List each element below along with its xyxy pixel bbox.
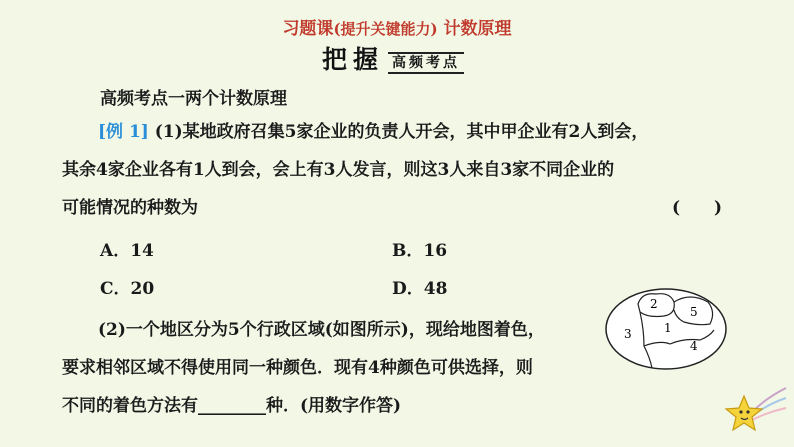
banner-big-text: 把握 — [322, 45, 385, 74]
q1-line1-text: (1)某地政府召集5家企业的负责人开会，其中甲企业有2人到会， — [154, 122, 649, 142]
title-left: 习题课 — [282, 19, 334, 39]
option-a-label: A． — [100, 241, 131, 261]
map-label-4: 4 — [690, 339, 698, 353]
q2-line1: (2)一个地区分为5个行政区域(如图所示)，现给地图着色， — [98, 320, 545, 340]
map-label-2: 2 — [650, 297, 658, 311]
option-d-label: D． — [392, 279, 424, 299]
q2-line2: 要求相邻区域不得使用同一种颜色．现有4种颜色可供选择，则 — [62, 358, 533, 378]
region-map-diagram — [604, 286, 730, 372]
option-a-value: 14 — [130, 241, 154, 261]
star-decoration-icon — [722, 382, 788, 442]
option-b-label: B． — [392, 241, 424, 261]
title-right: 计数原理 — [437, 19, 512, 39]
option-b — [392, 236, 447, 261]
option-d — [392, 274, 447, 299]
option-d-value: 48 — [423, 279, 448, 299]
banner-small-text: 高频考点 — [388, 52, 464, 74]
option-c-label: C． — [100, 279, 131, 299]
q1-line3: 可能情况的种数为 — [62, 198, 198, 218]
option-c-value: 20 — [130, 279, 155, 299]
q1-line1 — [98, 114, 648, 150]
map-label-5: 5 — [690, 305, 698, 319]
section-heading: 高频考点一两个计数原理 — [100, 89, 287, 109]
option-a — [100, 236, 154, 261]
q1-line2: 其余4家企业各有1人到会，会上有3人发言，则这3人来自3家不同企业的 — [62, 160, 615, 180]
option-c — [100, 274, 154, 299]
map-label-1: 1 — [664, 321, 672, 335]
lesson-title — [0, 14, 794, 39]
option-b-value: 16 — [423, 241, 448, 261]
section-banner — [322, 44, 464, 74]
answer-bracket: ( ) — [672, 198, 723, 218]
map-label-3: 3 — [624, 327, 632, 341]
example-tag: [例 1] — [98, 122, 149, 142]
q2-line3: 不同的着色方法有________种．(用数字作答) — [62, 396, 402, 416]
title-mid: (提升关键能力) — [333, 20, 438, 38]
